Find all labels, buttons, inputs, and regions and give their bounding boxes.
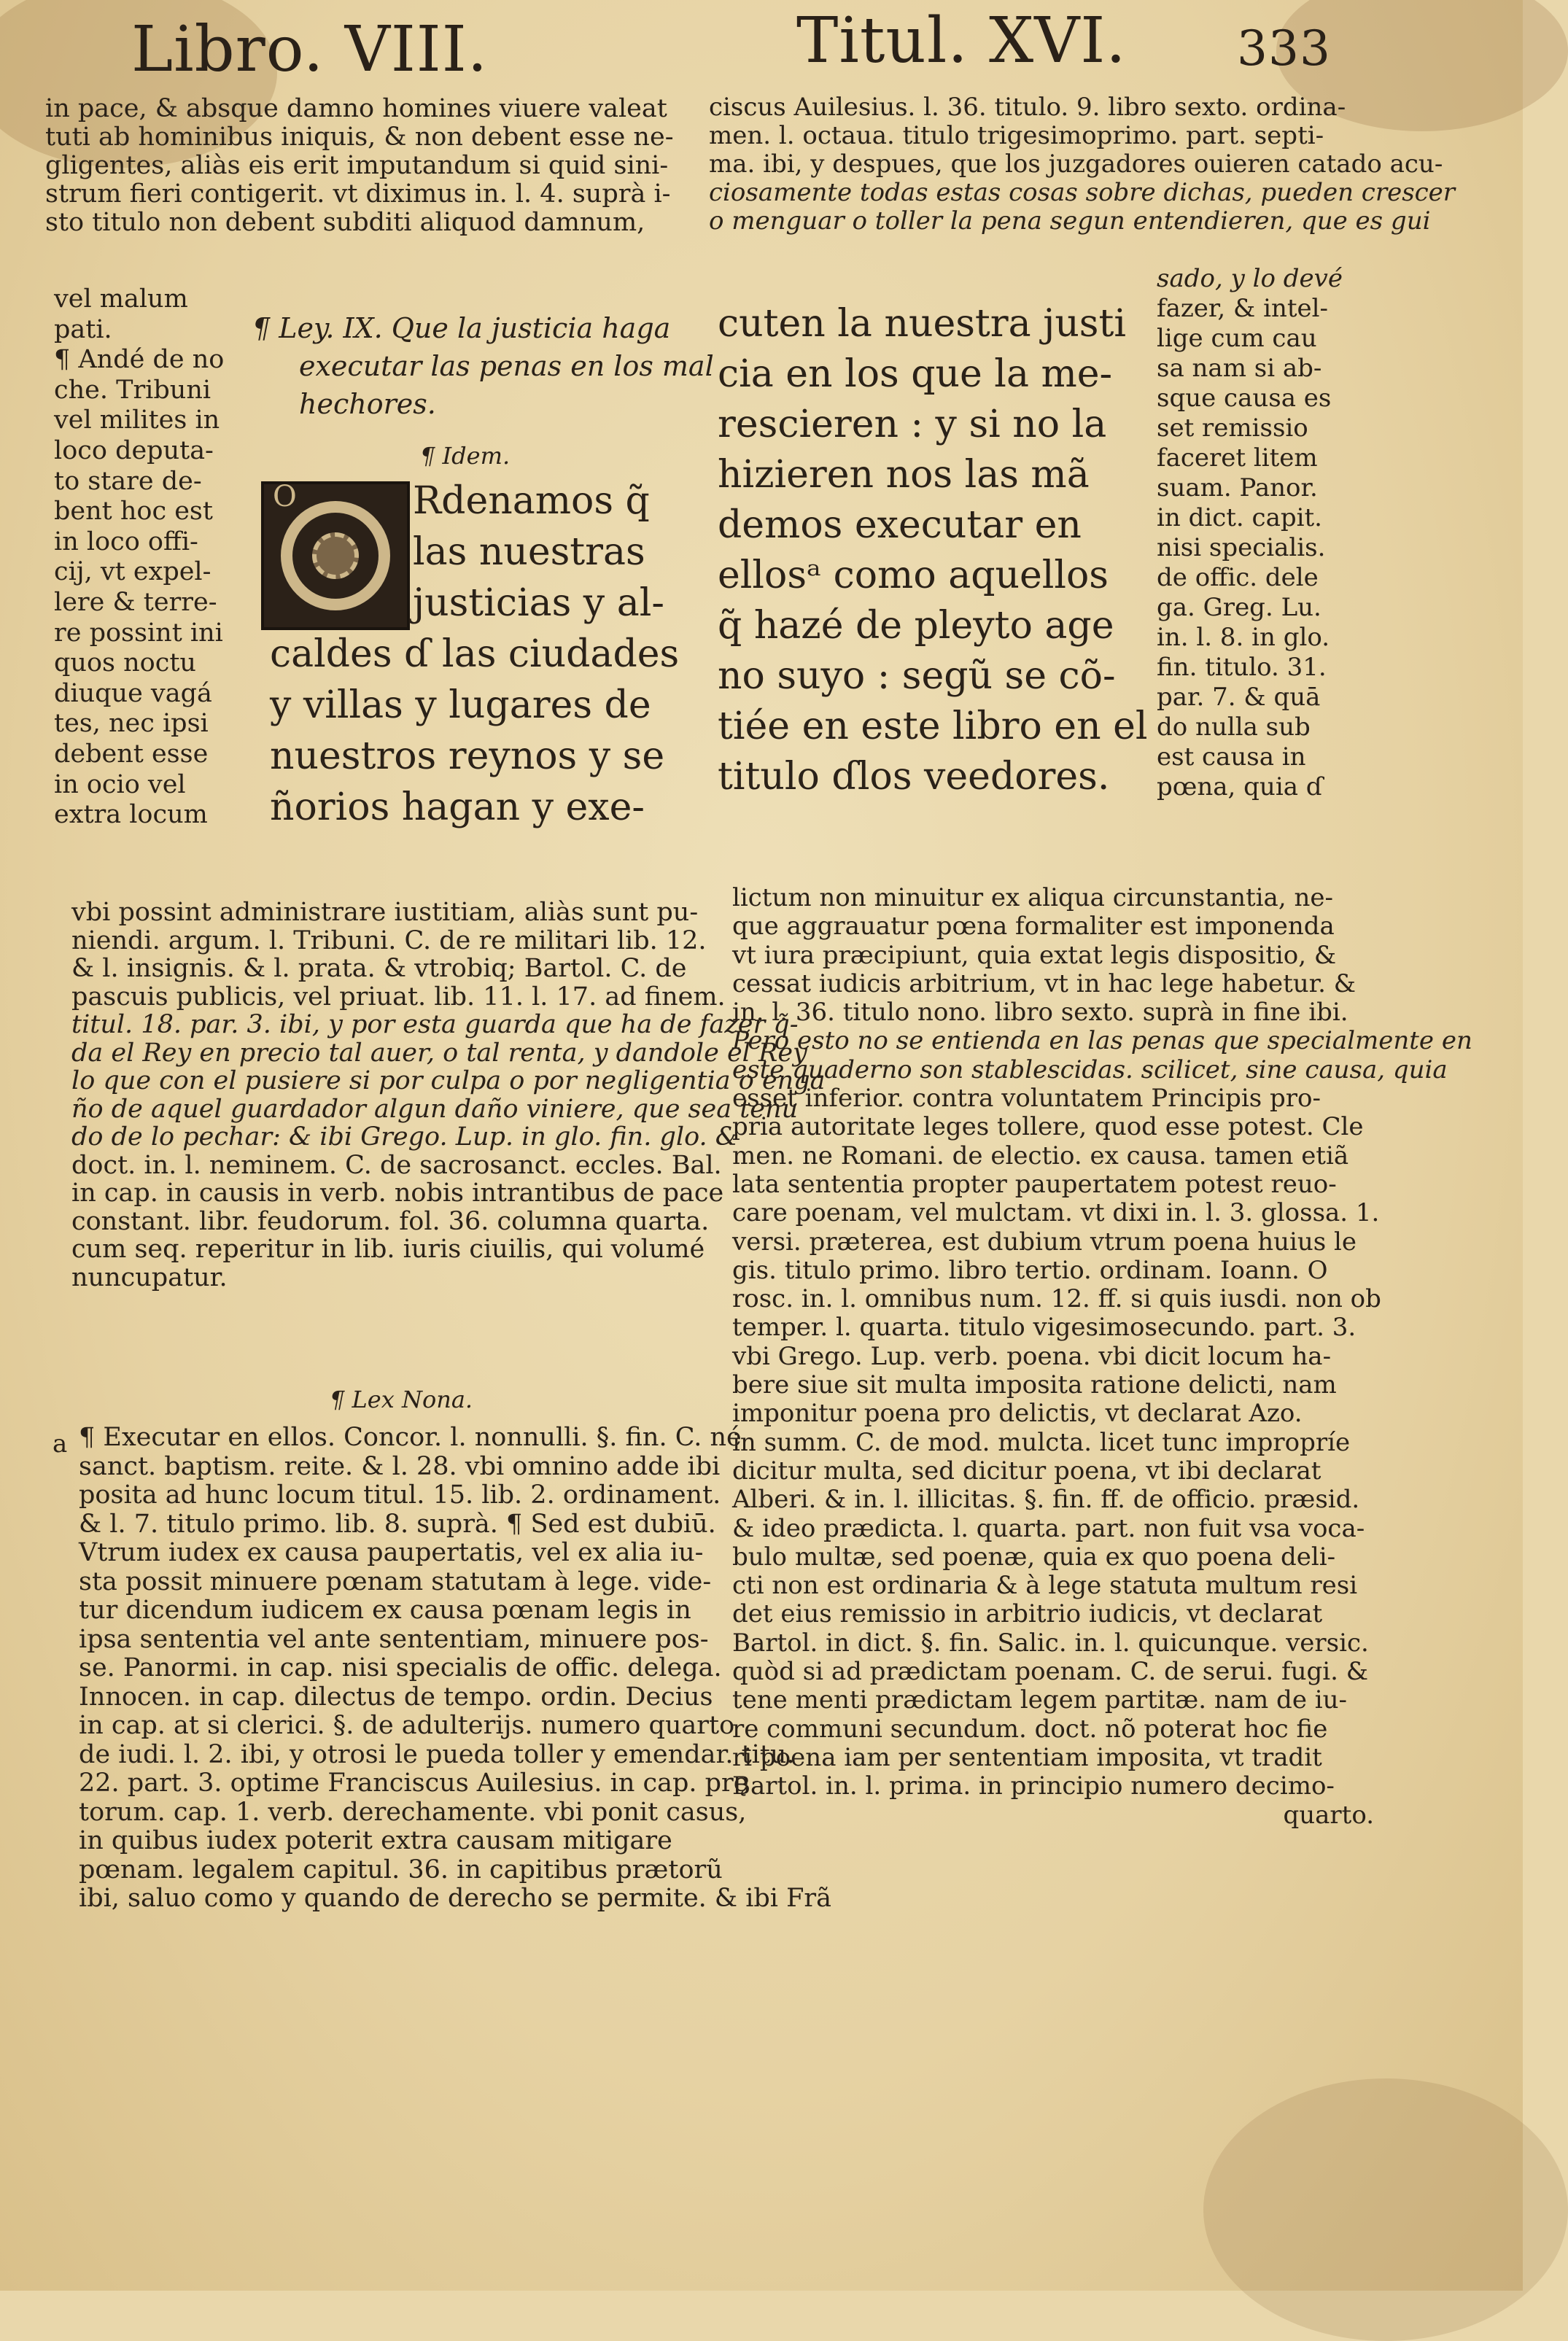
text-line: in. l. 8. in glo. <box>1157 623 1330 652</box>
law-text-line: ellosᵃ como aquellos <box>718 554 1109 597</box>
text-line: Innocen. in cap. dilectus de tempo. ordin. Decius <box>79 1682 713 1712</box>
text-line: in pace, & absque damno homines viuere valeat <box>45 94 667 123</box>
paper-stain <box>1203 2078 1568 2341</box>
text-line: in ocio vel <box>54 769 186 799</box>
text-line: quòd si ad prædictam poenam. C. de serui. fugi. & <box>732 1657 1369 1687</box>
running-header-title: Titul. XVI. <box>796 4 1127 77</box>
text-line: est causa in <box>1157 742 1306 772</box>
text-line: tes, nec ipsi <box>54 709 209 739</box>
text-line: lata sententia propter paupertatem potest reuo- <box>732 1169 1337 1199</box>
drop-cap-letter: O <box>273 480 297 513</box>
text-line: ño de aquel guardador algun daño viniere, que sea tenu <box>71 1094 799 1124</box>
text-line: in dict. capit. <box>1157 503 1322 532</box>
law-text-line: rescieren : y si no la <box>718 403 1107 446</box>
text-line: vt iura præcipiunt, quia extat legis dispositio, & <box>732 940 1337 970</box>
text-line: lige cum cau <box>1157 324 1317 353</box>
text-line: ciosamente todas estas cosas sobre dichas, pueden crescer <box>709 178 1456 207</box>
text-line: re possint ini <box>54 618 223 648</box>
text-line: da el Rey en precio tal auer, o tal renta, y dandole el Rey <box>71 1038 807 1068</box>
text-line: ciscus Auilesius. l. 36. titulo. 9. libro sexto. ordina- <box>709 93 1346 122</box>
text-line: bere siue sit multa imposita ratione delicti, nam <box>732 1370 1337 1400</box>
text-line: doct. in. l. neminem. C. de sacrosanct. eccles. Bal. <box>71 1150 722 1180</box>
text-line: suam. Panor. <box>1157 473 1318 502</box>
text-line: sque causa es <box>1157 384 1332 413</box>
law-text-line: ñorios hagan y exe- <box>270 785 645 829</box>
text-line: det eius remissio in arbitrio iudicis, vt declarat <box>732 1599 1323 1629</box>
text-line: de iudi. l. 2. ibi, y otrosi le pueda toller y emendar. titu. <box>79 1739 795 1769</box>
text-line: ipsa sententia vel ante sententiam, minuere pos- <box>79 1624 709 1654</box>
text-line: diuque vagá <box>54 678 212 708</box>
col1-gloss-text <box>79 1423 832 1914</box>
text-line: loco deputa- <box>54 435 214 465</box>
text-line: sta possit minuere pœnam statutam à lege. vide- <box>79 1567 712 1596</box>
text-line: vbi possint administrare iustitiam, aliàs sunt pu- <box>71 898 699 927</box>
text-line: titul. 18. par. 3. ibi, y por esta guarda que ha de fazer q̃- <box>71 1010 799 1039</box>
left-margin-gloss <box>54 284 251 831</box>
text-line: cij, vt expel- <box>54 557 211 587</box>
text-line: ibi, saluo como y quando de derecho se permite. & ibi Frã <box>79 1884 832 1913</box>
text-line: que aggrauatur pœna formaliter est imponenda <box>732 912 1335 942</box>
law-text-line: tiée en este libro en el <box>718 704 1148 748</box>
text-line: torum. cap. 1. verb. derechamente. vbi ponit casus, <box>79 1797 747 1827</box>
text-line: in cap. at si clerici. §. de adulterijs. numero quarto <box>79 1711 735 1740</box>
text-line: faceret litem <box>1157 443 1318 473</box>
text-line: care poenam, vel mulctam. vt dixi in. l. 3. glossa. 1. <box>732 1198 1380 1228</box>
text-line: quarto. <box>1283 1800 1374 1830</box>
text-line: pascuis publicis, vel priuat. lib. 11. l. 17. ad finem. <box>71 982 726 1012</box>
text-line: ga. Greg. Lu. <box>1157 593 1321 622</box>
text-line: tur dicendum iudicem ex causa pœnam legis in <box>79 1596 691 1625</box>
law-text-line: Rdenamos q̃ <box>413 479 650 523</box>
text-line: gligentes, aliàs eis erit imputandum si quid sini- <box>45 151 669 180</box>
text-line: men. l. octaua. titulo trigesimoprimo. part. septi- <box>709 121 1324 150</box>
law-text-line: nuestros reynos y se <box>270 734 665 778</box>
text-line: & l. insignis. & l. prata. & vtrobiq; Bartol. C. de <box>71 954 687 983</box>
text-line: vel milites in <box>54 405 220 435</box>
text-line: sa nam si ab- <box>1157 354 1322 383</box>
text-line: Pero esto no se entienda en las penas que specialmente en <box>732 1026 1472 1056</box>
text-line: in summ. C. de mod. mulcta. licet tunc impropríe <box>732 1427 1351 1457</box>
col1-commentary <box>71 898 826 1292</box>
text-line: sto titulo non debent subditi aliquod damnum, <box>45 208 645 237</box>
law-text-line: no suyo : segũ se cõ- <box>718 654 1116 698</box>
text-line: do de lo pechar: & ibi Grego. Lup. in glo. fin. glo. & <box>71 1122 738 1152</box>
running-header-book: Libro. VIII. <box>131 13 489 86</box>
text-line: lere & terre- <box>54 587 217 617</box>
text-line: pati. <box>54 314 112 344</box>
text-line: sado, y lo devé <box>1157 264 1343 293</box>
text-line: & ideo prædicta. l. quarta. part. non fuit vsa voca- <box>732 1513 1365 1543</box>
law-text-line: justicias y al- <box>413 581 664 625</box>
text-line: lictum non minuitur ex aliqua circunstantia, ne- <box>732 883 1333 912</box>
text-line: constant. libr. feudorum. fol. 36. columna quarta. <box>71 1206 710 1236</box>
text-line: cessat iudicis arbitrium, vt in hac lege habetur. & <box>732 968 1357 998</box>
text-line: extra locum <box>54 800 208 830</box>
text-line: se. Panormi. in cap. nisi specialis de offic. delega. <box>79 1653 722 1682</box>
text-line: ri poena iam per sententiam imposita, vt tradit <box>732 1742 1322 1772</box>
text-line: versi. præterea, est dubium vtrum poena huius le <box>732 1227 1357 1257</box>
text-line: pœna, quia ɗ <box>1157 772 1323 801</box>
text-line: in. l. 36. titulo nono. libro sexto. suprà in fine ibi. <box>732 998 1348 1028</box>
text-line: che. Tribuni <box>54 375 211 405</box>
text-line: posita ad hunc locum titul. 15. lib. 2. ordinament. <box>79 1480 721 1510</box>
text-line: ¶ Andé de no <box>54 345 225 375</box>
text-line: ¶ Executar en ellos. Concor. l. nonnulli. §. fin. C. né <box>79 1423 742 1452</box>
text-line: in quibus iudex poterit extra causam mitigare <box>79 1826 672 1855</box>
text-line: Bartol. in dict. §. fin. Salic. in. l. quicunque. versic. <box>732 1628 1369 1658</box>
text-line: quos noctu <box>54 648 196 678</box>
text-line: esset inferior. contra voluntatem Principis pro- <box>732 1084 1321 1114</box>
text-line: in loco offi- <box>54 527 198 556</box>
text-line: in cap. in causis in verb. nobis intrantibus de pace <box>71 1179 724 1208</box>
text-line: de offic. dele <box>1157 563 1319 592</box>
text-line: imponitur poena pro delictis, vt declarat Azo. <box>732 1399 1303 1429</box>
gloss-marker: a <box>53 1429 68 1459</box>
text-line: nuncupatur. <box>71 1262 228 1292</box>
text-line: sanct. baptism. reite. & l. 28. vbi omnino adde ibi <box>79 1451 721 1481</box>
text-line: tuti ab hominibus iniquis, & non debent esse ne- <box>45 123 674 152</box>
text-line: tene menti prædictam legem partitæ. nam de iu- <box>732 1685 1348 1715</box>
text-line: fazer, & intel- <box>1157 294 1329 323</box>
text-line: set remissio <box>1157 414 1308 443</box>
law-text-left <box>270 475 678 833</box>
law-title-line: executar las penas en los mal <box>299 350 714 382</box>
law-text-line: y villas y lugares de <box>270 683 651 727</box>
lex-nona-label: ¶ Lex Nona. <box>330 1386 473 1413</box>
text-line: dicitur multa, sed dicitur poena, vt ibi declarat <box>732 1456 1321 1486</box>
text-line: Alberi. & in. l. illicitas. §. fin. ff. de officio. præsid. <box>732 1485 1360 1515</box>
text-line: & l. 7. titulo primo. lib. 8. suprà. ¶ Sed est dubiū. <box>79 1509 716 1539</box>
page-number: 333 <box>1237 20 1331 77</box>
text-line: do nulla sub <box>1157 713 1311 742</box>
text-line: vbi Grego. Lup. verb. poena. vbi dicit locum ha- <box>732 1341 1332 1371</box>
text-line: bulo multæ, sed poenæ, quia ex quo poena deli- <box>732 1542 1336 1572</box>
law-title <box>252 309 714 423</box>
right-margin-gloss <box>1157 264 1375 802</box>
text-line: par. 7. & quā <box>1157 683 1321 712</box>
text-line: cum seq. reperitur in lib. iuris ciuilis, qui volumé <box>71 1235 705 1264</box>
law-title-line: ¶ Ley. IX. Que la justicia haga <box>252 312 671 344</box>
text-line: o menguar o toller la pena segun entendieren, que es gui <box>709 206 1431 236</box>
law-text-right <box>718 299 1148 802</box>
text-line: ma. ibi, y despues, que los juzgadores ouieren catado acu- <box>709 150 1443 179</box>
col2-top-text <box>709 93 1456 236</box>
text-line: pria autoritate leges tollere, quod esse potest. Cle <box>732 1112 1364 1142</box>
text-line: temper. l. quarta. titulo vigesimosecundo. part. 3. <box>732 1313 1357 1343</box>
text-line: vel malum <box>54 284 188 314</box>
col2-commentary <box>732 883 1472 1830</box>
law-text-line: cuten la nuestra justi <box>718 302 1127 346</box>
text-line: men. ne Romani. de electio. ex causa. tamen etiã <box>732 1141 1349 1170</box>
law-text-line: caldes ɗ las ciudades <box>270 632 680 676</box>
text-line: strum fieri contigerit. vt diximus in. l. 4. suprà i- <box>45 179 671 209</box>
text-line: lo que con el pusiere si por culpa o por negligentia o enga <box>71 1066 826 1095</box>
text-line: rosc. in. l. omnibus num. 12. ff. si quis iusdi. non ob <box>732 1284 1381 1314</box>
law-text-line: titulo ɗlos veedores. <box>718 755 1110 799</box>
text-line: bent hoc est <box>54 497 213 527</box>
law-text-line: demos executar en <box>718 503 1082 547</box>
text-line: Bartol. in. l. prima. in principio numero decimo- <box>732 1771 1335 1801</box>
idem-label: ¶ Idem. <box>420 442 511 470</box>
text-line: debent esse <box>54 739 209 769</box>
text-line: 22. part. 3. optime Franciscus Auilesius. in cap. prę <box>79 1769 749 1798</box>
text-line: pœnam. legalem capitul. 36. in capitibus prætorũ <box>79 1855 723 1884</box>
col1-top-text <box>45 95 672 237</box>
text-line: gis. titulo primo. libro tertio. ordinam. Ioann. O <box>732 1255 1328 1285</box>
text-line: este quaderno son stablescidas. scilicet, sine causa, quia <box>732 1055 1448 1084</box>
text-line: re communi secundum. doct. nõ poterat hoc fie <box>732 1714 1328 1744</box>
law-title-line: hechores. <box>299 388 436 420</box>
law-text-line: cia en los que la me- <box>718 352 1113 396</box>
text-line: fin. titulo. 31. <box>1157 653 1327 682</box>
text-line: niendi. argum. l. Tribuni. C. de re militari lib. 12. <box>71 925 707 955</box>
law-text-line: las nuestras <box>413 530 645 574</box>
law-text-line: q̃ hazé de pleyto age <box>718 604 1114 648</box>
law-text-line: hizieren nos las mã <box>718 453 1090 497</box>
text-line: to stare de- <box>54 466 202 496</box>
text-line: nisi specialis. <box>1157 533 1326 562</box>
text-line: Vtrum iudex ex causa paupertatis, vel ex alia iu- <box>79 1538 704 1567</box>
text-line: cti non est ordinaria & à lege statuta multum resi <box>732 1571 1358 1601</box>
